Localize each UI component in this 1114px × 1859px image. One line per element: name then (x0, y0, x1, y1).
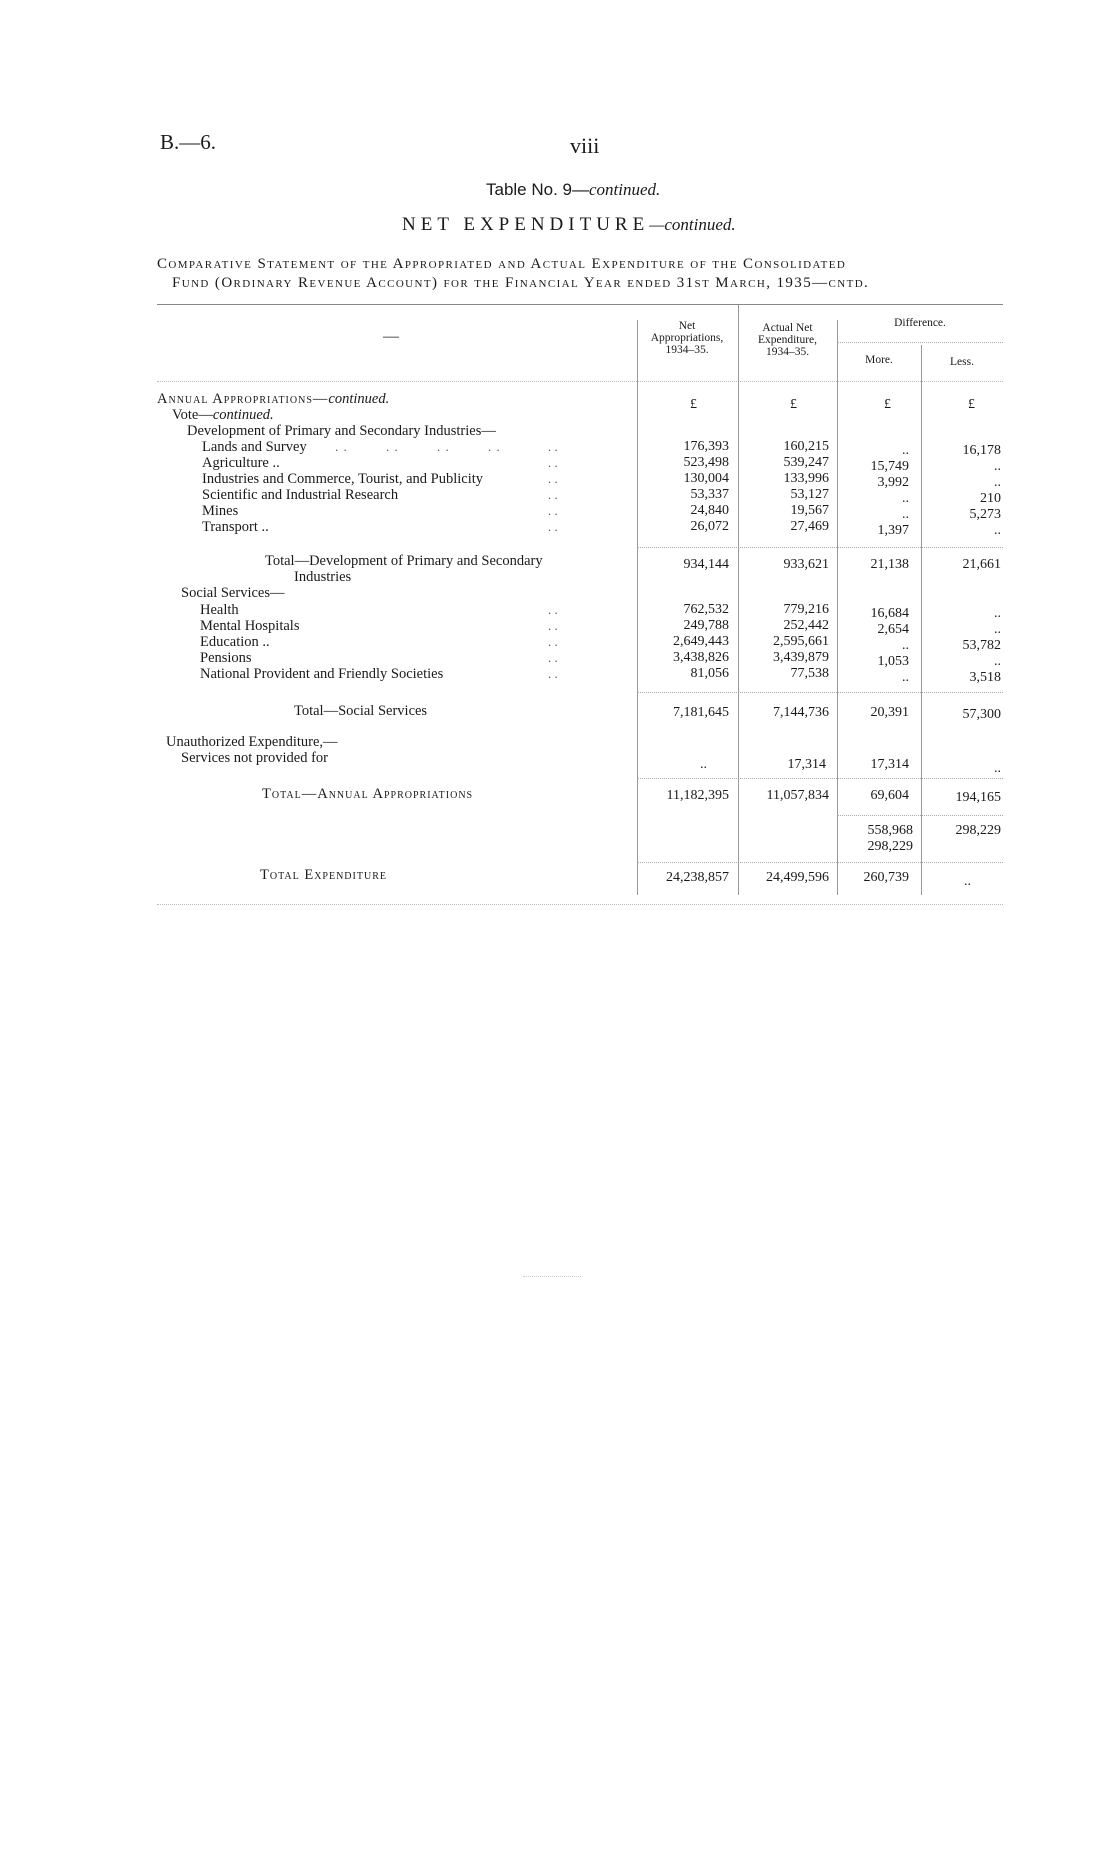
row-label: Education .. (200, 634, 270, 650)
row-label: Mines (202, 503, 239, 519)
intro-line-2: Fund (Ordinary Revenue Account) for the Financial Year ended 31st March, 1935—cntd. (172, 275, 870, 291)
table-number (486, 180, 660, 200)
total-label: Total—Social Services (294, 703, 428, 719)
net-value: 762,532 (683, 602, 729, 617)
row-label: Lands and Survey (202, 439, 307, 455)
more-value: 1,397 (877, 523, 909, 538)
currency-symbol: £ (790, 397, 797, 412)
less-value: 5,273 (969, 507, 1001, 522)
header-line: Actual Net (762, 322, 813, 334)
more-value: 260,739 (863, 870, 909, 885)
more-value: 69,604 (870, 788, 909, 803)
more-value: .. (902, 507, 909, 522)
row-label: Health (200, 602, 239, 618)
difference-header: Difference. (894, 317, 946, 329)
table-top-rule (157, 304, 1003, 305)
development-heading: Development of Primary and Secondary Industries— (187, 423, 496, 439)
more-header: More. (865, 354, 893, 366)
more-value: 558,968 (867, 823, 913, 838)
net-value: 53,337 (690, 487, 729, 502)
net-value: 249,788 (683, 618, 729, 633)
actual-value: 779,216 (783, 602, 829, 617)
actual-value: 133,996 (783, 471, 829, 486)
section-heading-text: NET EXPENDITURE (402, 214, 650, 235)
heading-text: Annual Appropriations— (157, 391, 329, 407)
header-line: Expenditure, (757, 334, 818, 346)
heading-text: Vote— (172, 407, 213, 423)
less-header: Less. (950, 356, 974, 368)
actual-value: 539,247 (783, 455, 829, 470)
header-line: Appropriations, (650, 332, 724, 344)
net-value: 3,438,826 (673, 650, 729, 665)
column-divider (738, 305, 739, 895)
header-line: 1934–35. (765, 346, 810, 358)
actual-value: 7,144,736 (773, 705, 829, 720)
page-number: viii (570, 133, 600, 158)
net-value: 26,072 (690, 519, 729, 534)
faint-mark (523, 1276, 581, 1277)
less-value: 298,229 (955, 823, 1001, 838)
header-line: 1934–35. (665, 344, 709, 356)
less-value: 53,782 (962, 638, 1001, 653)
actual-value: 252,442 (783, 618, 829, 633)
leader-dots: . . . . . . . . (335, 439, 501, 454)
unauthorized-heading: Unauthorized Expenditure,— (166, 734, 338, 750)
table-number-text: Table No. 9— (486, 180, 589, 199)
header-line: Net (678, 320, 696, 332)
more-value: .. (902, 670, 909, 685)
less-value: .. (994, 654, 1001, 669)
leader-dots: . . . . . . . . . . . . (548, 439, 558, 534)
more-value: .. (902, 491, 909, 506)
actual-value: 11,057,834 (766, 788, 829, 803)
row-label: Industries and Commerce, Tourist, and Publicity (202, 471, 484, 487)
less-value: .. (964, 874, 971, 889)
heading-suffix: continued. (212, 407, 274, 423)
more-value: 17,314 (870, 757, 909, 772)
table-bottom-rule (157, 904, 1003, 905)
row-label: Mental Hospitals (200, 618, 300, 634)
less-value: .. (994, 523, 1001, 538)
net-value: 7,181,645 (673, 705, 729, 720)
more-value: 20,391 (870, 705, 909, 720)
actual-value: 933,621 (783, 557, 829, 572)
actual-value: 77,538 (790, 666, 829, 681)
annual-appropriations-heading (157, 391, 389, 408)
table-header-rule (157, 381, 1003, 382)
desc-column-header: — (383, 328, 399, 345)
more-value: 1,053 (877, 654, 909, 669)
less-value: 3,518 (969, 670, 1001, 685)
more-value: 21,138 (870, 557, 909, 572)
less-value: .. (994, 459, 1001, 474)
currency-symbol: £ (884, 397, 891, 412)
actual-value: 17,314 (787, 757, 826, 772)
intro-line-1: Comparative Statement of the Appropriated and Actual Expenditure of the Consolidated (157, 256, 847, 272)
actual-value: 24,499,596 (766, 870, 829, 885)
currency-symbol: £ (690, 397, 697, 412)
net-value: 2,649,443 (673, 634, 729, 649)
row-label: Scientific and Industrial Research (202, 487, 399, 503)
section-heading (402, 214, 736, 236)
section-heading-suffix: —continued. (649, 215, 736, 234)
row-label: Agriculture .. (202, 455, 280, 471)
table-number-suffix: continued. (589, 180, 661, 199)
subtotal-rule (637, 778, 1003, 779)
row-label: Services not provided for (181, 750, 328, 766)
total-label: Total—Annual Appropriations (262, 786, 474, 802)
actual-value: 160,215 (783, 439, 829, 454)
total-label: Total—Development of Primary and Secondary (265, 553, 543, 569)
currency-symbol: £ (968, 397, 975, 412)
less-value: 194,165 (955, 790, 1001, 805)
actual-value: 53,127 (790, 487, 829, 502)
less-value: .. (994, 622, 1001, 637)
total-label: Total Expenditure (260, 867, 387, 883)
less-value: .. (994, 475, 1001, 490)
row-label: Pensions (200, 650, 252, 666)
less-value: 21,661 (962, 557, 1001, 572)
more-value: 16,684 (870, 606, 909, 621)
net-value: 176,393 (683, 439, 729, 454)
less-value: 57,300 (962, 707, 1001, 722)
less-value: .. (994, 606, 1001, 621)
net-value: 81,056 (690, 666, 729, 681)
net-appropriations-header (637, 320, 737, 356)
net-value: 24,840 (690, 503, 729, 518)
actual-value: 3,439,879 (773, 650, 829, 665)
row-label: Transport .. (202, 519, 269, 535)
page-id: B.—6. (160, 130, 217, 154)
subtotal-rule (837, 815, 1003, 816)
more-value: .. (902, 638, 909, 653)
net-value: .. (700, 757, 707, 772)
leader-dots: . . . . . . . . . . (548, 602, 558, 681)
vote-heading (172, 407, 274, 424)
actual-value: 2,595,661 (773, 634, 829, 649)
net-value: 523,498 (683, 455, 729, 470)
subtotal-rule (637, 547, 1003, 548)
net-value: 934,144 (683, 557, 729, 572)
heading-suffix: continued. (328, 391, 390, 407)
actual-value: 19,567 (790, 503, 829, 518)
less-value: .. (994, 761, 1001, 776)
social-services-heading: Social Services— (181, 585, 285, 601)
net-value: 130,004 (683, 471, 729, 486)
row-label: National Provident and Friendly Societies (200, 666, 444, 682)
net-value: 24,238,857 (666, 870, 729, 885)
more-value: 2,654 (877, 622, 909, 637)
less-value: 210 (980, 491, 1001, 506)
less-value: 16,178 (962, 443, 1001, 458)
difference-subrule (837, 342, 1003, 343)
more-value: 298,229 (867, 839, 913, 854)
subtotal-rule (637, 692, 1003, 693)
more-value: 15,749 (870, 459, 909, 474)
actual-value: 27,469 (790, 519, 829, 534)
total-label-continued: Industries (294, 569, 352, 585)
more-value: 3,992 (877, 475, 909, 490)
net-value: 11,182,395 (666, 788, 729, 803)
more-value: .. (902, 443, 909, 458)
actual-net-header (738, 322, 837, 358)
subtotal-rule (637, 862, 1003, 863)
